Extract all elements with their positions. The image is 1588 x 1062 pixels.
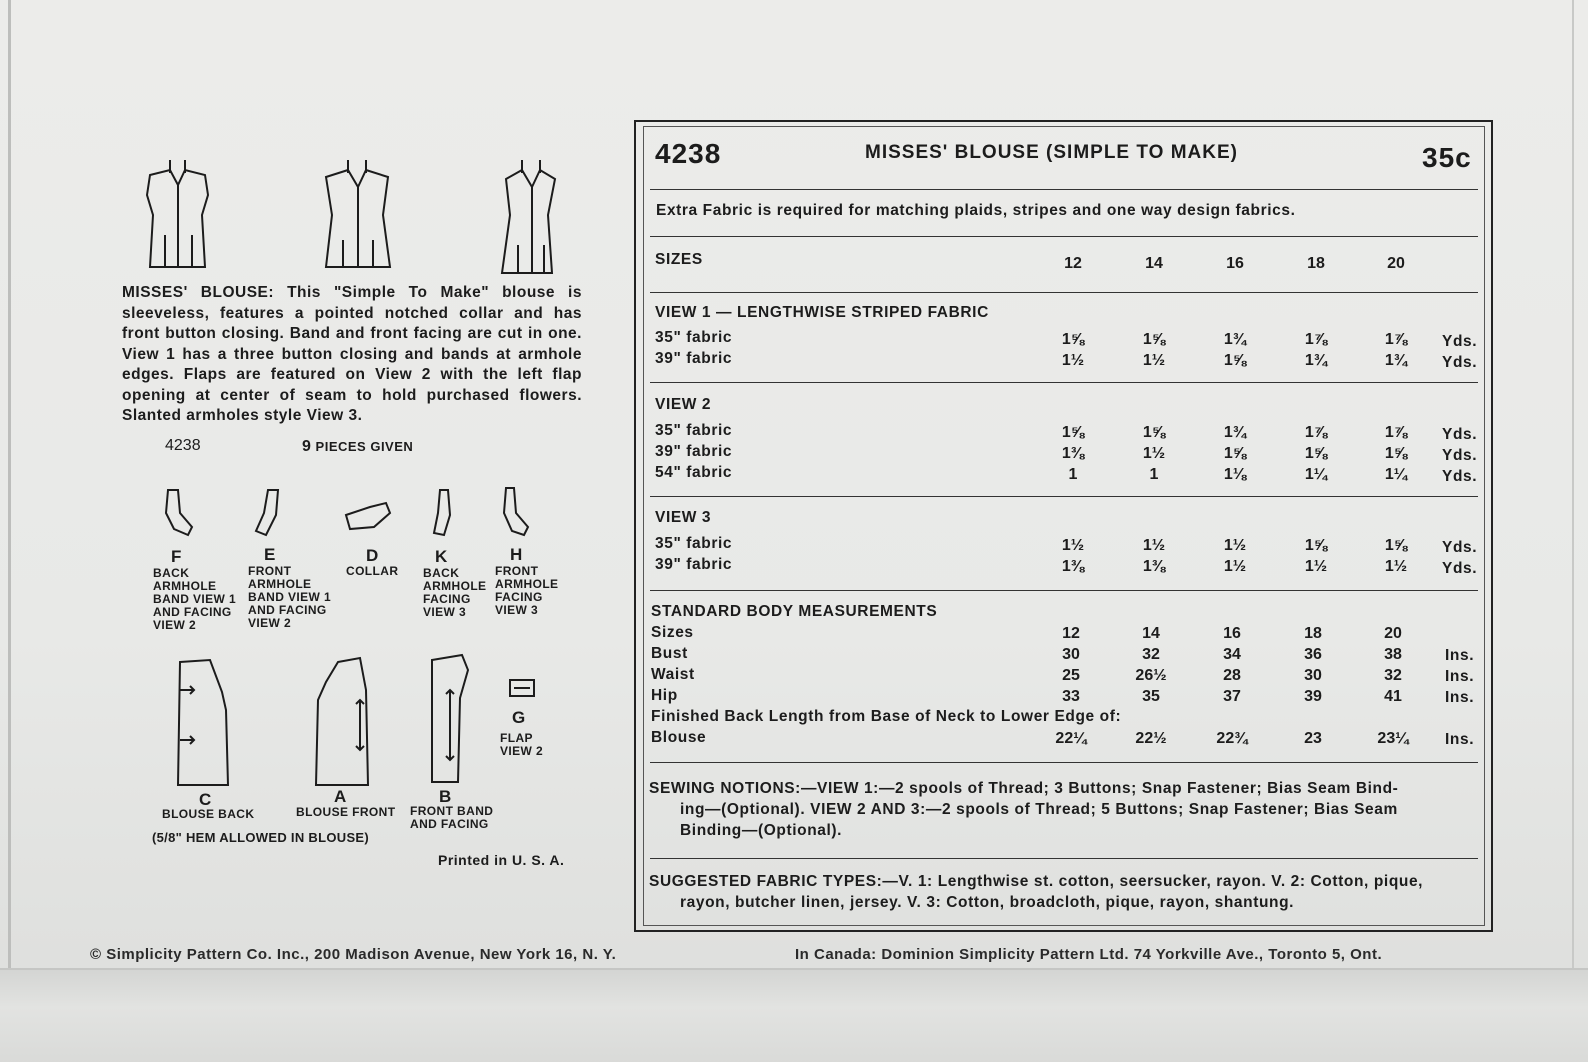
unit-yds: Yds. [1442,447,1478,464]
size-header: 12 [1064,255,1082,272]
chart-divider [650,382,1478,383]
chart-divider [650,590,1478,591]
yardage-cell: 1⅝ [1142,331,1166,348]
piece-h-letter: H [510,545,523,564]
measurement-cell: 41 [1384,688,1402,705]
measurement-label: Sizes [651,624,694,641]
yardage-cell: 1 [1149,466,1159,483]
yardage-cell: 1⅝ [1384,445,1408,462]
piece-h-shape [504,488,528,535]
yardage-cell: 1¼ [1384,466,1408,483]
chart-divider [650,858,1478,859]
yardage-cell: 1⅜ [1142,558,1166,575]
piece-e-shape [256,490,278,535]
yardage-cell: 1⅝ [1223,445,1247,462]
yardage-cell: 1½ [1384,558,1408,575]
unit-yds: Yds. [1442,468,1478,485]
measurement-cell: 37 [1223,688,1241,705]
measurement-cell: 35 [1142,688,1160,705]
yardage-cell: 1¾ [1223,424,1247,441]
size-header: 20 [1387,255,1405,272]
yardage-cell: 1⅞ [1384,424,1408,441]
yardage-cell: 1¾ [1223,331,1247,348]
unit-yds: Yds. [1442,426,1478,443]
yardage-cell: 1½ [1061,352,1085,369]
sewing-notions-line: ing—(Optional). VIEW 2 AND 3:—2 spools of Thread; 5 Buttons; Snap Fastener; Bias Seam [680,801,1398,818]
unit-yds: Yds. [1442,539,1478,556]
chart-divider [650,292,1478,293]
pattern-description [122,283,582,427]
measurement-cell: 28 [1223,667,1241,684]
yardage-cell: 1½ [1142,445,1166,462]
measurement-cell: 18 [1304,625,1322,642]
measurement-cell: 33 [1062,688,1080,705]
chart-divider [650,496,1478,497]
yardage-cell: 1½ [1142,537,1166,554]
blouse-length-label: Blouse [651,729,707,746]
measurement-cell: 32 [1142,646,1160,663]
fabric-width: 39" fabric [655,443,733,460]
measurement-cell: 26½ [1135,667,1167,684]
measurement-label: Waist [651,666,695,683]
description-text: This "Simple To Make" blouse is sleeveless, features a pointed notched collar and has front button closing. Band and front facing are cut in one. View 1 has a three button closing and bands at armhole edges. Flaps are featured on View 2 with the left flap opening at center of seam to hold purchased flowers. Slanted armholes style View 3. [122,284,582,424]
measurement-cell: 14 [1142,625,1160,642]
measurement-cell: 30 [1304,667,1322,684]
fabric-width: 35" fabric [655,422,733,439]
view-3-sketch [502,160,555,273]
small-pieces-illustration [160,485,540,545]
unit-yds: Yds. [1442,333,1478,350]
description-title: MISSES' BLOUSE: [122,284,275,301]
yardage-cell: 1⅞ [1304,331,1328,348]
view-3-title: VIEW 3 [655,509,712,526]
suggested-fabrics-line: SUGGESTED FABRIC TYPES:—V. 1: Lengthwise st. cotton, seersucker, rayon. V. 2: Cotton, pique, [649,873,1424,890]
piece-g-label: FLAP VIEW 2 [500,731,544,758]
yardage-cell: 1⅜ [1061,558,1085,575]
size-header: 16 [1226,255,1244,272]
piece-c-letter: C [199,790,212,809]
measurement-cell: 30 [1062,646,1080,663]
sewing-notions-line: Binding—(Optional). [680,822,843,839]
view-1-title: VIEW 1 — LENGTHWISE STRIPED FABRIC [655,304,989,321]
yardage-cell: 1½ [1223,558,1247,575]
measurement-label: Hip [651,687,678,704]
measurement-cell: 34 [1223,646,1241,663]
fabric-width: 35" fabric [655,535,733,552]
yardage-cell: 1⅝ [1061,424,1085,441]
piece-a-label: BLOUSE FRONT [296,805,396,819]
fabric-width: 39" fabric [655,556,733,573]
pattern-number: 4238 [655,138,722,169]
piece-c-label: BLOUSE BACK [162,807,255,821]
yardage-cell: 1¾ [1304,352,1328,369]
fabric-width: 35" fabric [655,329,733,346]
measurement-cell: 38 [1384,646,1402,663]
piece-e-label: FRONT ARMHOLE BAND VIEW 1 AND FACING VIEW 2 [248,564,332,630]
finished-length-note: Finished Back Length from Base of Neck to Lower Edge of: [651,708,1122,725]
measurement-cell: 39 [1304,688,1322,705]
piece-d-letter: D [366,546,379,565]
measurement-cell: 25 [1062,667,1080,684]
yardage-cell: 1½ [1304,558,1328,575]
pattern-price: 35c [1422,142,1472,173]
measurement-label: Bust [651,645,688,662]
pattern-code: 4238 [165,437,201,454]
piece-k-shape [434,490,450,535]
fabric-width: 54" fabric [655,464,733,481]
view-2-title: VIEW 2 [655,396,712,413]
envelope-right-edge [1572,0,1574,980]
piece-d-label: COLLAR [346,564,399,578]
piece-d-shape [346,503,390,529]
yardage-cell: 1½ [1223,537,1247,554]
piece-k-label: BACK ARMHOLE FACING VIEW 3 [423,566,487,619]
chart-divider [650,236,1478,237]
yardage-cell: 1½ [1061,537,1085,554]
sizes-label: SIZES [655,251,703,268]
yardage-cell: 1⅝ [1061,331,1085,348]
view-2-sketch [326,160,390,267]
piece-a-shape [316,658,368,785]
piece-b-label: FRONT BAND AND FACING [410,804,494,831]
piece-h-label: FRONT ARMHOLE FACING VIEW 3 [495,564,559,617]
piece-g-letter: G [512,708,526,727]
unit-yds: Yds. [1442,560,1478,577]
yardage-cell: 1⅝ [1223,352,1247,369]
view-1-sketch [147,160,208,267]
piece-g-shape [510,680,534,696]
measurement-cell: 36 [1304,646,1322,663]
unit-ins: Ins. [1445,647,1475,664]
blouse-views-illustration [130,155,590,280]
fabric-width: 39" fabric [655,350,733,367]
piece-f-shape [166,490,192,535]
yardage-cell: 1 [1068,466,1078,483]
hem-note: (5/8" HEM ALLOWED IN BLOUSE) [152,830,370,845]
footer-publisher: © Simplicity Pattern Co. Inc., 200 Madison Avenue, New York 16, N. Y. [90,946,617,963]
piece-c-shape [178,660,228,785]
blouse-length-cell: 22½ [1135,730,1167,747]
blouse-length-cell: 23 [1304,730,1322,747]
yardage-cell: 1¼ [1304,466,1328,483]
unit-ins: Ins. [1445,689,1475,706]
piece-a-letter: A [334,787,347,806]
yardage-cell: 1⅞ [1384,331,1408,348]
printed-in-usa: Printed in U. S. A. [438,852,565,868]
envelope-left-edge [8,0,11,1000]
measurement-cell: 20 [1384,625,1402,642]
yardage-cell: 1⅞ [1304,424,1328,441]
footer-canada: In Canada: Dominion Simplicity Pattern Ltd. 74 Yorkville Ave., Toronto 5, Ont. [795,946,1383,963]
chart-divider [650,762,1478,763]
piece-b-letter: B [439,787,452,806]
blouse-length-cell: 23¼ [1377,730,1409,747]
envelope-flap-fold [0,968,1588,1062]
yardage-cell: 1⅝ [1304,445,1328,462]
yardage-cell: 1½ [1142,352,1166,369]
blouse-length-cell: 22¾ [1216,730,1248,747]
yardage-cell: 1⅜ [1061,445,1085,462]
size-header: 18 [1307,255,1325,272]
yardage-cell: 1⅝ [1142,424,1166,441]
sewing-notions-line: SEWING NOTIONS:—VIEW 1:—2 spools of Thread; 3 Buttons; Snap Fastener; Bias Seam Bind- [649,780,1399,797]
suggested-fabrics-line: rayon, butcher linen, jersey. V. 3: Cotton, broadcloth, pique, rayon, shantung. [680,894,1295,911]
piece-k-letter: K [435,547,448,566]
yardage-cell: 1⅝ [1384,537,1408,554]
pieces-label: PIECES GIVEN [315,439,414,454]
pieces-count: 9 [302,438,312,455]
extra-fabric-note: Extra Fabric is required for matching plaids, stripes and one way design fabrics. [656,202,1296,219]
chart-title: MISSES' BLOUSE (SIMPLE TO MAKE) [865,142,1238,163]
unit-ins: Ins. [1445,668,1475,685]
yardage-cell: 1¾ [1384,352,1408,369]
piece-e-letter: E [264,545,276,564]
size-header: 14 [1145,255,1163,272]
measurement-cell: 12 [1062,625,1080,642]
yardage-cell: 1⅝ [1304,537,1328,554]
yardage-cell: 1⅛ [1223,466,1247,483]
large-pieces-illustration [170,650,550,790]
piece-b-shape [432,655,468,782]
measurement-cell: 16 [1223,625,1241,642]
chart-divider [650,189,1478,190]
measurements-title: STANDARD BODY MEASUREMENTS [651,603,938,620]
measurement-cell: 32 [1384,667,1402,684]
pieces-given [302,438,413,456]
blouse-length-cell: 22¼ [1055,730,1087,747]
piece-f-label: BACK ARMHOLE BAND VIEW 1 AND FACING VIEW 2 [153,566,237,632]
piece-f-letter: F [171,547,182,566]
unit-ins: Ins. [1445,731,1475,748]
unit-yds: Yds. [1442,354,1478,371]
